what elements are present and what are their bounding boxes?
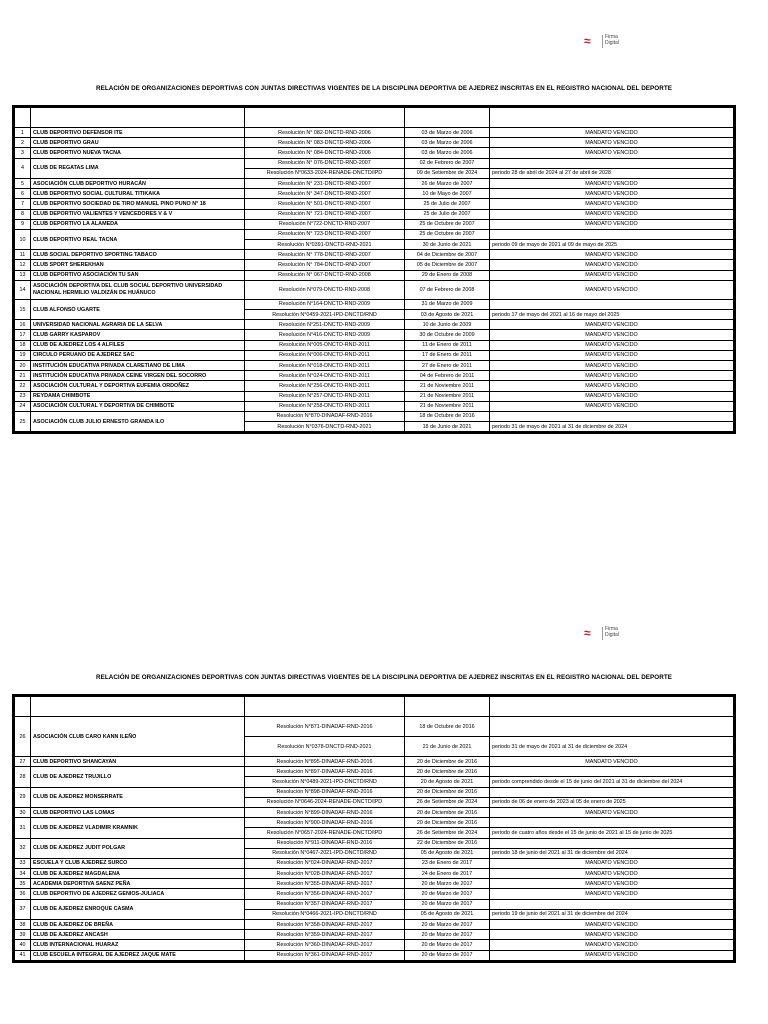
mandate-status: periodo 19 de junio del 2021 al 31 de diciembre del 2024	[490, 909, 734, 919]
mandate-status: MANDATO VENCIDO	[490, 128, 734, 138]
resolution-number: Resolución N°0467-2021-IPD-DNCTD/RND	[245, 848, 405, 858]
organization-name: ASOCIACIÓN CULTURAL Y DEPORTIVA EUFEMIA ORDOÑEZ	[31, 381, 245, 391]
row-number: 7	[15, 199, 31, 209]
row-number: 2	[15, 138, 31, 148]
organization-name: CLUB DEPORTIVO NUEVA TACNA	[31, 148, 245, 158]
resolution-date: 25 de Octubre de 2007	[405, 219, 490, 229]
resolution-date: 10 de Mayo de 2007	[405, 189, 490, 199]
logo-line1: Firma	[605, 626, 618, 632]
row-number: 9	[15, 219, 31, 229]
table-row	[15, 889, 734, 899]
row-number: 41	[15, 950, 31, 960]
resolution-date: 22 de Diciembre de 2016	[405, 838, 490, 848]
mandate-status	[490, 787, 734, 797]
mandate-status: MANDATO VENCIDO	[490, 858, 734, 868]
row-number: 16	[15, 320, 31, 330]
organization-name: ASOCIACIÓN CLUB JULIO ERNESTO GRANDA ILO	[31, 411, 245, 431]
row-number: 39	[15, 930, 31, 940]
resolution-date: 20 de Marzo de 2017	[405, 940, 490, 950]
resolution-number: Resolución N°0459-2021-IPD-DNCTD/RND	[245, 310, 405, 320]
row-number: 24	[15, 401, 31, 411]
resolution-date: 20 de Diciembre de 2016	[405, 818, 490, 828]
resolution-number: Resolución N°355-DINADAF-RND-2017	[245, 879, 405, 889]
resolution-number: Resolución N°356-DINADAF-RND-2017	[245, 889, 405, 899]
row-number: 25	[15, 411, 31, 431]
organization-name: CIRCULO PERUANO DE AJEDREZ SAC	[31, 350, 245, 360]
table-row	[15, 950, 734, 960]
mandate-status: MANDATO VENCIDO	[490, 219, 734, 229]
resolution-date: 29 de Enero de 2008	[405, 270, 490, 280]
organization-name: CLUB DE AJEDREZ JUDIT POLGAR	[31, 838, 245, 858]
row-number: 22	[15, 381, 31, 391]
resolution-date: 21 de Junio de 2021	[405, 737, 490, 757]
page-title: RELACIÓN DE ORGANIZACIONES DEPORTIVAS CON JUNTAS DIRECTIVAS VIGENTES DE LA DISCIPLINA DEPORTIVA DE AJEDREZ INSCRITAS EN EL REGISTRO NACIONAL DEL DEPORTE	[95, 85, 672, 92]
resolution-number: Resolución N°256-DNCTD-RND-2011	[245, 381, 405, 391]
mandate-status	[490, 767, 734, 777]
mandate-status: MANDATO VENCIDO	[490, 148, 734, 158]
resolution-number: Resolución N°258-DNCTD-RND-2011	[245, 401, 405, 411]
resolution-date: 07 de Febrero de 2008	[405, 280, 490, 299]
resolution-number: Resolución N°079-DNCTD-RND-2008	[245, 280, 405, 299]
organization-name: ESCUELA Y CLUB AJEDREZ SURCO	[31, 858, 245, 868]
organization-name: CLUB DEPORTIVO SHANCAYAN	[31, 757, 245, 767]
resolution-number: Resolución N° 347-DNCTD-RND-2007	[245, 189, 405, 199]
resolution-date: 25 de Julio de 2007	[405, 209, 490, 219]
table-row	[15, 899, 734, 909]
resolution-number: Resolución N°898-DINADAF-RND-2016	[245, 787, 405, 797]
organization-name: CLUB DEPORTIVO VALIENTES Y VENCEDORES V & V	[31, 209, 245, 219]
row-number: 28	[15, 767, 31, 787]
resolution-number: Resolución N°0489-2021-IPD-DNCTD/RND	[245, 777, 405, 787]
logo-mark-icon: ≈	[584, 34, 591, 48]
organization-name: CLUB DE AJEDREZ MAGDALENA	[31, 869, 245, 879]
row-number: 35	[15, 879, 31, 889]
mandate-status: MANDATO VENCIDO	[490, 391, 734, 401]
resolution-number: Resolución N°006-DNCTD-RND-2011	[245, 350, 405, 360]
mandate-status: MANDATO VENCIDO	[490, 250, 734, 260]
organization-name: CLUB ESCUELA INTEGRAL DE AJEDREZ JAQUE MATE	[31, 950, 245, 960]
row-number: 31	[15, 818, 31, 838]
resolution-date: 03 de Marzo de 2006	[405, 128, 490, 138]
row-number: 1	[15, 128, 31, 138]
mandate-status: periodo 18 de junio del 2021 al 31 de diciembre del 2024	[490, 848, 734, 858]
mandate-status: MANDATO VENCIDO	[490, 320, 734, 330]
mandate-status: MANDATO VENCIDO	[490, 757, 734, 767]
resolution-number: Resolución N° 721-DNCTD-RND-2007	[245, 209, 405, 219]
table-row	[15, 930, 734, 940]
mandate-status: MANDATO VENCIDO	[490, 178, 734, 188]
row-number: 38	[15, 920, 31, 930]
resolution-date: 18 de Junio de 2021	[405, 422, 490, 432]
table-row	[15, 920, 734, 930]
resolution-date: 04 de Febrero de 2011	[405, 371, 490, 381]
resolution-date: 09 de Setiembre de 2024	[405, 168, 490, 178]
organization-name: CLUB DE AJEDREZ VLADIMIR KRAMNIK	[31, 818, 245, 838]
resolution-number: Resolución N°0466-2021-IPD-DNCTD/RND	[245, 909, 405, 919]
row-number: 5	[15, 178, 31, 188]
resolution-number: Resolución N°357-DINADAF-RND-2017	[245, 899, 405, 909]
resolution-number: Resolución N°024-DNCTD-RND-2011	[245, 371, 405, 381]
organization-name: CLUB DE AJEDREZ TRUJILLO	[31, 767, 245, 787]
mandate-status	[490, 717, 734, 737]
organization-name: ASOCIACIÓN CLUB DEPORTIVO HURACÁN	[31, 178, 245, 188]
organization-name: ACADEMIA DEPORTIVA SAENZ PEÑA	[31, 879, 245, 889]
resolution-number: Resolución N°0391-DNCTD-RND-2021	[245, 240, 405, 250]
row-number: 10	[15, 229, 31, 249]
mandate-status: MANDATO VENCIDO	[490, 340, 734, 350]
resolution-date: 18 de Octubre de 2016	[405, 717, 490, 737]
resolution-date: 20 de Marzo de 2017	[405, 930, 490, 940]
mandate-status: periodo 28 de abril de 2024 al 27 de abril de 2028	[490, 168, 734, 178]
resolution-number: Resolución N°164-DNCTD-RND-2009	[245, 299, 405, 309]
organization-name: CLUB DEPORTIVO GRAU	[31, 138, 245, 148]
mandate-status: MANDATO VENCIDO	[490, 879, 734, 889]
resolution-number: Resolución N° 084-DNCTD-RND-2006	[245, 148, 405, 158]
organization-name: INSTITUCIÓN EDUCATIVA PRIVADA CEINE VIRGEN DEL SOCORRO	[31, 371, 245, 381]
table-row	[15, 858, 734, 868]
resolution-number: Resolución N°0378-DNCTD-RND-2021	[245, 737, 405, 757]
resolution-date: 25 de Julio de 2007	[405, 199, 490, 209]
mandate-status: periodo 17 de mayo del 2021 al 16 de mayo del 2025	[490, 310, 734, 320]
organization-name: CLUB DEPORTIVO SOCIAL CULTURAL TITIKAKA	[31, 189, 245, 199]
resolution-number: Resolución N°005-DNCTD-RND-2011	[245, 340, 405, 350]
organization-name: CLUB DEPORTIVO ASOCIACIÓN TU SAN	[31, 270, 245, 280]
table-row	[15, 807, 734, 817]
resolution-date: 23 de Enero de 2017	[405, 858, 490, 868]
resolution-date: 30 de Junio de 2021	[405, 240, 490, 250]
page-title: RELACIÓN DE ORGANIZACIONES DEPORTIVAS CON JUNTAS DIRECTIVAS VIGENTES DE LA DISCIPLINA DEPORTIVA DE AJEDREZ INSCRITAS EN EL REGISTRO NACIONAL DEL DEPORTE	[95, 674, 672, 681]
row-number: 4	[15, 158, 31, 178]
organization-name: CLUB ALFONSO UGARTE	[31, 299, 245, 319]
row-number: 15	[15, 299, 31, 319]
table-row	[15, 879, 734, 889]
resolution-number: Resolución N° 231-DNCTD-RND-2007	[245, 178, 405, 188]
resolution-date: 02 de Febrero de 2007	[405, 158, 490, 168]
mandate-status	[490, 838, 734, 848]
organization-name: ASOCIACIÓN CLUB CARO KANN ILEÑO	[31, 717, 245, 757]
row-number: 21	[15, 371, 31, 381]
resolution-number: Resolución N°895-DINADAF-RND-2016	[245, 757, 405, 767]
organization-name: CLUB INTERNACIONAL HUARAZ	[31, 940, 245, 950]
resolution-number: Resolución N° 723-DNCTD-RND-2007	[245, 229, 405, 239]
resolution-date: 05 de Agosto de 2021	[405, 848, 490, 858]
resolution-number: Resolución N°251-DNCTD-RND-2009	[245, 320, 405, 330]
organization-name: CLUB DE AJEDREZ DE BREÑA	[31, 920, 245, 930]
mandate-status: periodo 31 de mayo de 2021 al 31 de diciembre de 2024	[490, 737, 734, 757]
resolution-date: 20 de Diciembre de 2016	[405, 807, 490, 817]
row-number: 18	[15, 340, 31, 350]
logo-mark-icon: ≈	[584, 626, 591, 640]
mandate-status: MANDATO VENCIDO	[490, 869, 734, 879]
mandate-status: MANDATO VENCIDO	[490, 260, 734, 270]
resolution-number: Resolución N°899-DINADAF-RND-2016	[245, 807, 405, 817]
mandate-status: MANDATO VENCIDO	[490, 138, 734, 148]
row-number: 23	[15, 391, 31, 401]
table-row	[15, 940, 734, 950]
resolution-number: Resolución N°900-DINADAF-RND-2016	[245, 818, 405, 828]
mandate-status: MANDATO VENCIDO	[490, 360, 734, 370]
organization-name: REYDAMA CHIMBOTE	[31, 391, 245, 401]
resolution-date: 21 de Noviembre 2011	[405, 381, 490, 391]
resolution-number: Resolución N° 784-DNCTD-RND-2007	[245, 260, 405, 270]
row-number: 3	[15, 148, 31, 158]
resolution-number: Resolución N°024-DINADAF-RND-2017	[245, 858, 405, 868]
resolution-date: 05 de Agosto de 2021	[405, 909, 490, 919]
resolution-date: 24 de Enero de 2017	[405, 869, 490, 879]
organization-name: CLUB DE AJEDREZ ANCASH	[31, 930, 245, 940]
organization-name: ASOCIACIÓN DEPORTIVA DEL CLUB SOCIAL DEPORTIVO UNIVERSIDAD NACIONAL HERMILIO VALDIZÁN DE HUÁNUCO	[31, 280, 245, 299]
resolution-number: Resolución N°0646-2024-RENADE-DNCTD/IPD	[245, 797, 405, 807]
resolution-number: Resolución N°722-DNCTD-RND-2007	[245, 219, 405, 229]
resolution-number: Resolución N°0376-DNCTD-RND-2021	[245, 422, 405, 432]
mandate-status: periodo comprendido desde el 15 de junio del 2021 al 31 de diciembre del 2024	[490, 777, 734, 787]
logo-line1: Firma	[605, 34, 618, 40]
organization-name: CLUB DE AJEDREZ ENROQUE CASMA	[31, 899, 245, 919]
organization-name: CLUB DE REGATAS LIMA	[31, 158, 245, 178]
resolution-date: 20 de Diciembre de 2016	[405, 787, 490, 797]
resolution-number: Resolución N°257-DNCTD-RND-2011	[245, 391, 405, 401]
resolution-number: Resolución N° 076-DNCTD-RND-2007	[245, 158, 405, 168]
organization-name: CLUB DEPORTIVO LA ALAMEDA	[31, 219, 245, 229]
row-number: 29	[15, 787, 31, 807]
row-number: 27	[15, 757, 31, 767]
resolution-date: 26 de Setiembre de 2024	[405, 797, 490, 807]
resolution-number: Resolución N°0633-2024-RENADE-DNCTD/IPD	[245, 168, 405, 178]
row-number: 6	[15, 189, 31, 199]
resolution-number: Resolución N°360-DINADAF-RND-2017	[245, 940, 405, 950]
organization-name: INSTITUCIÓN EDUCATIVA PRIVADA CLARETIANO DE LIMA	[31, 360, 245, 370]
resolution-date: 20 de Diciembre de 2016	[405, 757, 490, 767]
row-number: 11	[15, 250, 31, 260]
mandate-status: MANDATO VENCIDO	[490, 189, 734, 199]
resolution-date: 20 de Marzo de 2017	[405, 879, 490, 889]
table-row	[15, 869, 734, 879]
table-row	[15, 717, 734, 737]
resolution-date: 25 de Octubre de 2007	[405, 229, 490, 239]
resolution-date: 20 de Diciembre de 2016	[405, 767, 490, 777]
resolution-date: 03 de Agosto de 2021	[405, 310, 490, 320]
resolution-date: 20 de Marzo de 2017	[405, 920, 490, 930]
resolution-date: 30 de Octubre de 2009	[405, 330, 490, 340]
logo-line2: Digital	[605, 632, 619, 638]
organization-name: CLUB DEPORTIVO LAS LOMAS	[31, 807, 245, 817]
mandate-status: MANDATO VENCIDO	[490, 930, 734, 940]
row-number: 36	[15, 889, 31, 899]
resolution-date: 04 de Diciembre de 2007	[405, 250, 490, 260]
mandate-status: MANDATO VENCIDO	[490, 350, 734, 360]
organization-name: CLUB SPORT SHEREKHAN	[31, 260, 245, 270]
resolution-date: 26 de Marzo de 2007	[405, 178, 490, 188]
resolution-date: 26 de Setiembre de 2024	[405, 828, 490, 838]
mandate-status	[490, 818, 734, 828]
digital-signature-logo	[584, 626, 644, 642]
mandate-status: MANDATO VENCIDO	[490, 940, 734, 950]
row-number: 26	[15, 717, 31, 757]
table-header-row	[15, 697, 734, 717]
resolution-number: Resolución N° 501-DNCTD-RND-2007	[245, 199, 405, 209]
row-number: 37	[15, 899, 31, 919]
organization-name: UNIVERSIDAD NACIONAL AGRARIA DE LA SELVA	[31, 320, 245, 330]
table-row	[15, 757, 734, 767]
row-number: 30	[15, 807, 31, 817]
resolution-date: 21 de Noviembre 2011	[405, 391, 490, 401]
resolution-date: 03 de Marzo de 2006	[405, 138, 490, 148]
row-number: 40	[15, 940, 31, 950]
resolution-date: 03 de Marzo de 2006	[405, 148, 490, 158]
resolution-number: Resolución N°0657-2024-RENADE-DNCTD/IPD	[245, 828, 405, 838]
resolution-number: Resolución N°911-DINADAF-RND-2016	[245, 838, 405, 848]
resolution-date: 05 de Diciembre de 2007	[405, 260, 490, 270]
organization-name: CLUB DEPORTIVO REAL TACNA	[31, 229, 245, 249]
table-row	[15, 818, 734, 828]
row-number: 33	[15, 858, 31, 868]
resolution-number: Resolución N° 083-DNCTD-RND-2006	[245, 138, 405, 148]
organization-name: CLUB DEPORTIVO SOCIEDAD DE TIRO MANUEL PINO PUNO N° 18	[31, 199, 245, 209]
organization-name: CLUB DE AJEDREZ MONSERRATE	[31, 787, 245, 807]
table-row	[15, 838, 734, 848]
resolution-date: 20 de Agosto de 2021	[405, 777, 490, 787]
resolution-number: Resolución N° 067-DNCTD-RND-2008	[245, 270, 405, 280]
resolution-number: Resolución N°359-DINADAF-RND-2017	[245, 930, 405, 940]
resolution-number: Resolución N° 778-DNCTD-RND-2007	[245, 250, 405, 260]
table-row	[15, 767, 734, 777]
resolution-date: 11 de Enero de 2011	[405, 340, 490, 350]
resolution-date: 27 de Enero de 2011	[405, 360, 490, 370]
row-number: 34	[15, 869, 31, 879]
resolution-number: Resolución N°358-DINADAF-RND-2017	[245, 920, 405, 930]
mandate-status: MANDATO VENCIDO	[490, 401, 734, 411]
resolution-date: 31 de Marzo de 2009	[405, 299, 490, 309]
logo-line2: Digital	[605, 40, 619, 46]
organization-name: CLUB GARRY KASPAROV	[31, 330, 245, 340]
resolution-date: 17 de Enero de 2011	[405, 350, 490, 360]
resolution-date: 21 de Noviembre 2011	[405, 401, 490, 411]
mandate-status	[490, 899, 734, 909]
row-number: 19	[15, 350, 31, 360]
organization-name: ASOCIACIÓN CULTURAL Y DEPORTIVA DE CHIMBOTE	[31, 401, 245, 411]
mandate-status: MANDATO VENCIDO	[490, 371, 734, 381]
organization-name: CLUB DE AJEDREZ LOS 4 ALFILES	[31, 340, 245, 350]
organization-name: CLUB SOCIAL DEPORTIVO SPORTING TABACO	[31, 250, 245, 260]
row-number: 13	[15, 270, 31, 280]
mandate-status: periodo 09 de mayo de 2021 al 09 de mayo de 2025	[490, 240, 734, 250]
resolution-number: Resolución N°870-DINADAF-RND-2016	[245, 411, 405, 421]
row-number: 17	[15, 330, 31, 340]
mandate-status: MANDATO VENCIDO	[490, 270, 734, 280]
resolution-number: Resolución N°028-DINADAF-RND-2017	[245, 869, 405, 879]
organizations-table	[14, 696, 734, 961]
resolution-number: Resolución N°416-DNCTD-RND-2009	[245, 330, 405, 340]
resolution-date: 10 de Junio de 2009	[405, 320, 490, 330]
mandate-status: periodo de cuatro años desde el 15 de junio de 2021 al 15 de junio de 2025	[490, 828, 734, 838]
resolution-number: Resolución N° 082-DNCTD-RND-2006	[245, 128, 405, 138]
mandate-status: MANDATO VENCIDO	[490, 889, 734, 899]
mandate-status: MANDATO VENCIDO	[490, 280, 734, 299]
mandate-status: periodo 31 de mayo de 2021 al 31 de diciembre de 2024	[490, 422, 734, 432]
row-number: 20	[15, 360, 31, 370]
mandate-status: MANDATO VENCIDO	[490, 950, 734, 960]
mandate-status: MANDATO VENCIDO	[490, 807, 734, 817]
mandate-status: MANDATO VENCIDO	[490, 381, 734, 391]
resolution-date: 20 de Marzo de 2017	[405, 950, 490, 960]
row-number: 8	[15, 209, 31, 219]
resolution-number: Resolución N°361-DINADAF-RND-2017	[245, 950, 405, 960]
resolution-number: Resolución N°018-DNCTD-RND-2011	[245, 360, 405, 370]
mandate-status: MANDATO VENCIDO	[490, 199, 734, 209]
organization-name: CLUB DEPORTIVO DEFENSOR ITE	[31, 128, 245, 138]
mandate-status: MANDATO VENCIDO	[490, 330, 734, 340]
row-number: 14	[15, 280, 31, 299]
mandate-status: MANDATO VENCIDO	[490, 920, 734, 930]
resolution-number: Resolución N°871-DINADAF-RND-2016	[245, 717, 405, 737]
resolution-date: 20 de Marzo de 2017	[405, 889, 490, 899]
resolution-number: Resolución N°897-DINADAF-RND-2016	[245, 767, 405, 777]
organization-name: CLUB DEPORTIVO DE AJEDREZ GENIOS-JULIACA	[31, 889, 245, 899]
mandate-status: MANDATO VENCIDO	[490, 209, 734, 219]
row-number: 12	[15, 260, 31, 270]
table-row	[15, 787, 734, 797]
row-number: 32	[15, 838, 31, 858]
resolution-date: 18 de Octubre de 2016	[405, 411, 490, 421]
mandate-status: periodo de 06 de enero de 2023 al 05 de enero de 2025	[490, 797, 734, 807]
resolution-date: 20 de Marzo de 2017	[405, 899, 490, 909]
